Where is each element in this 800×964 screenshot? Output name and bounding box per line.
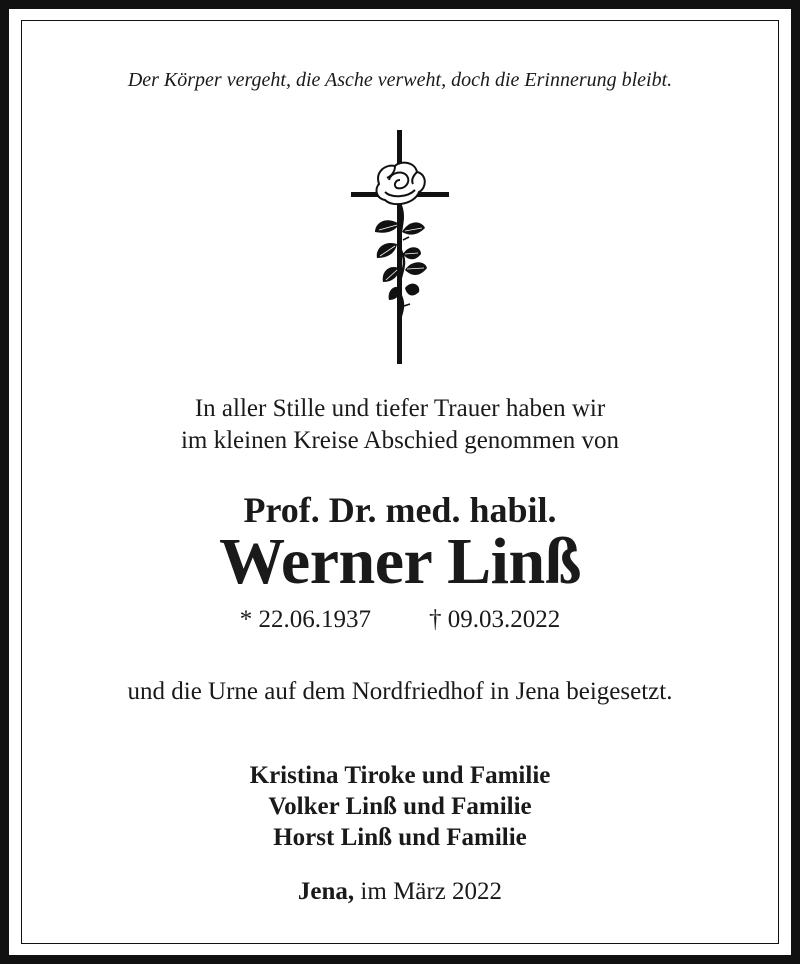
mourner-line: Kristina Tiroke und Familie bbox=[249, 762, 551, 789]
cross-with-rose-icon bbox=[345, 128, 455, 366]
place-date: im März 2022 bbox=[360, 878, 503, 905]
mourner-line: Volker Linß und Familie bbox=[268, 793, 532, 820]
intro-line-1: In aller Stille und tiefer Trauer haben wir bbox=[194, 395, 606, 422]
academic-title: Prof. Dr. med. habil. bbox=[243, 490, 557, 530]
death-date: † 09.03.2022 bbox=[429, 606, 561, 633]
intro-line-2: im kleinen Kreise Abschied genommen von bbox=[180, 427, 620, 454]
birth-date: * 22.06.1937 bbox=[239, 606, 371, 633]
place-date-line bbox=[0, 878, 800, 906]
burial-text: und die Urne auf dem Nordfriedhof in Jena beigesetzt. bbox=[127, 678, 673, 705]
mourner-line: Horst Linß und Familie bbox=[273, 824, 527, 851]
motto-text: Der Körper vergeht, die Asche verweht, doch die Erinnerung bleibt. bbox=[127, 69, 673, 91]
place-city: Jena, bbox=[297, 878, 355, 905]
life-dates bbox=[0, 606, 800, 634]
deceased-name: Werner Linß bbox=[219, 525, 581, 598]
